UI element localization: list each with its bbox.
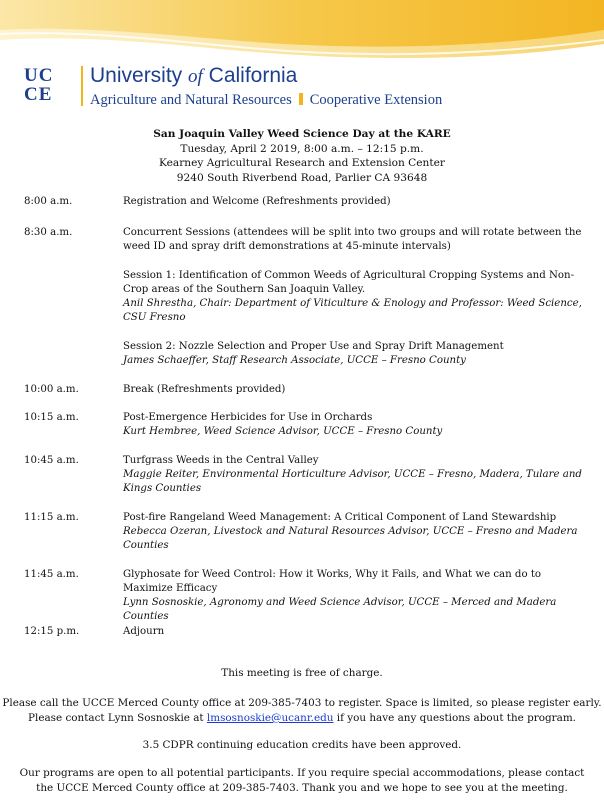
agenda-topic: Post-Emergence Herbicides for Use in Orchards: [123, 412, 373, 423]
credits-note: 3.5 CDPR continuing education credits have been approved.: [142, 739, 462, 751]
agenda-speaker: Anil Shrestha, Chair: Department of Viticulture & Enology and Professor: Weed Science, CSU Fresno: [123, 298, 582, 323]
registration-note: Please call the UCCE Merced County office at 209-385-7403 to register. Space is limited, so please register early.: [2, 697, 602, 709]
agenda-topic: Glyphosate for Weed Control: How it Works, Why it Fails, and What we can do to Maximize Efficacy: [123, 569, 542, 594]
agenda-speaker: Kurt Hembree, Weed Science Advisor, UCCE – Fresno County: [123, 426, 443, 437]
event-header: [0, 127, 604, 185]
agenda-topic: Session 2: Nozzle Selection and Proper Use and Spray Drift Management: [123, 341, 504, 352]
event-date-time: Tuesday, April 2 2019, 8:00 a.m. – 12:15 p.m.: [180, 142, 424, 155]
agenda-topic: Concurrent Sessions (attendees will be split into two groups and will rotate between the weed ID and spray drift demonstrations at 45-minute intervals): [123, 227, 582, 252]
agenda-speaker: Lynn Sosnoskie, Agronomy and Weed Science Advisor, UCCE – Merced and Madera Counties: [123, 597, 557, 622]
agenda-time: 11:15 a.m.: [24, 512, 79, 523]
agenda-time: 10:00 a.m.: [24, 384, 79, 395]
agenda-topic: Session 1: Identification of Common Weeds of Agricultural Cropping Systems and Non-Crop areas of the Southern San Joaquin Valley.: [123, 270, 575, 295]
event-title: San Joaquin Valley Weed Science Day at the KARE: [153, 128, 451, 140]
agenda-topic: Adjourn: [123, 626, 165, 637]
university-name: University of California: [90, 64, 298, 87]
agenda-speaker: Rebecca Ozeran, Livestock and Natural Resources Advisor, UCCE – Fresno and Madera Counties: [123, 526, 578, 551]
ucce-monogram: UC CE: [24, 65, 54, 105]
agenda-topic: Registration and Welcome (Refreshments provided): [123, 196, 391, 207]
agenda-topic: Turfgrass Weeds in the Central Valley: [123, 455, 319, 466]
accommodations-note: Our programs are open to all potential participants. If you require special accommodations, please contact the UCCE Merced County office at 209-385-7403. Thank you and we hope to see you at the meeting.: [19, 767, 585, 794]
agenda-topic: Post-fire Rangeland Weed Management: A Critical Component of Land Stewardship: [123, 512, 557, 523]
division-name: Agriculture and Natural Resources Cooperative Extension: [90, 92, 443, 108]
agenda-time: 10:15 a.m.: [24, 412, 79, 423]
free-of-charge-note: This meeting is free of charge.: [221, 667, 383, 679]
agenda-time: 11:45 a.m.: [24, 569, 79, 580]
event-address: 9240 South Riverbend Road, Parlier CA 93648: [176, 171, 428, 184]
contact-note: Please contact Lynn Sosnoskie at lmsosnoskie@ucanr.edu if you have any questions about the program.: [28, 712, 576, 724]
agenda-time: 10:45 a.m.: [24, 455, 79, 466]
agenda-time: 8:30 a.m.: [24, 227, 73, 238]
extension-name: Cooperative Extension: [309, 92, 443, 108]
agenda-speaker: James Schaeffer, Staff Research Associate, UCCE – Fresno County: [123, 355, 466, 366]
logo-divider: [81, 66, 83, 106]
header-swoosh-banner: [0, 0, 604, 70]
event-venue: Kearney Agricultural Research and Extension Center: [159, 157, 445, 169]
agenda-time: 8:00 a.m.: [24, 196, 73, 207]
contact-email-link[interactable]: lmsosnoskie@ucanr.edu: [206, 712, 334, 724]
agenda-time: 12:15 p.m.: [24, 626, 80, 637]
agenda-speaker: Maggie Reiter, Environmental Horticulture Advisor, UCCE – Fresno, Madera, Tulare and Kings Counties: [123, 469, 582, 494]
agenda-topic: Break (Refreshments provided): [123, 384, 286, 395]
